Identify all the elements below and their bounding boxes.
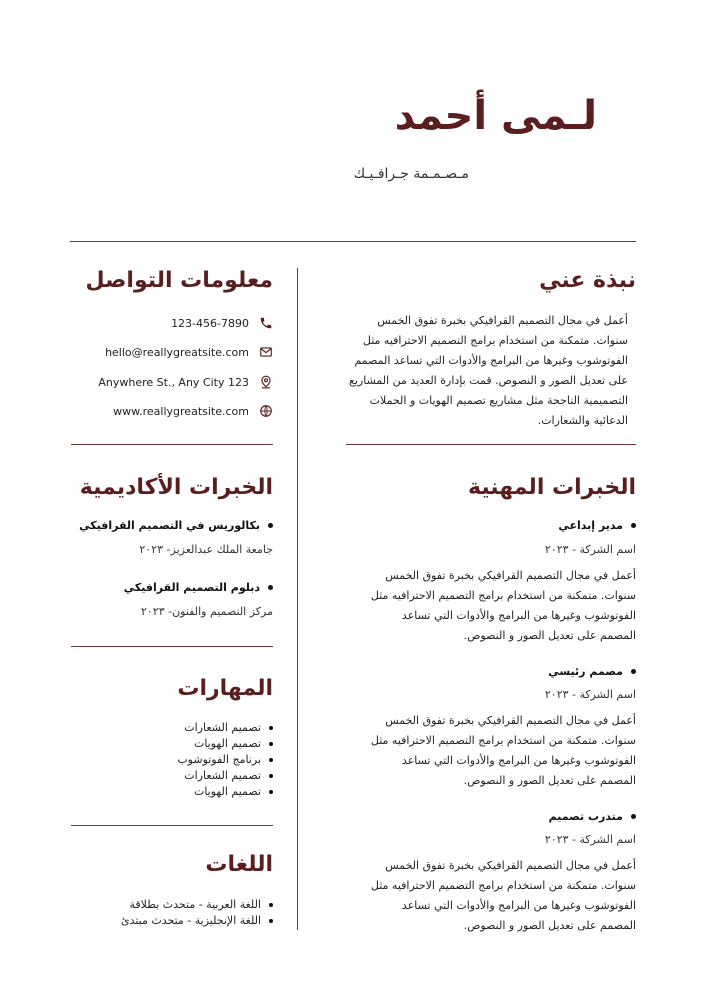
- list-item: برنامج الفوتوشوب: [177, 752, 273, 768]
- bullet-icon: [631, 814, 636, 819]
- contact-website: [113, 404, 273, 418]
- job-company: اسم الشركة - ٢٠٢٣: [544, 688, 636, 701]
- education-degree: دبلوم التصميم القرافيكي: [124, 581, 273, 594]
- contact-phone: [171, 316, 273, 330]
- column-divider: [297, 268, 298, 930]
- education-divider: [71, 646, 273, 647]
- contact-website-text[interactable]: www.reallygreatsite.com: [113, 404, 249, 418]
- education-institution: مركز التصميم والفنون- ٢٠٢٣: [141, 605, 273, 618]
- job-company: اسم الشركة - ٢٠٢٣: [544, 543, 636, 556]
- bullet-icon: [631, 669, 636, 674]
- bullet-icon: [269, 774, 273, 778]
- bullet-icon: [269, 726, 273, 730]
- contact-title: معلومات التواصل: [85, 268, 273, 293]
- list-item: تصميم الشعارات: [177, 768, 273, 784]
- list-item: اللغة العربية - متحدث بطلاقة: [121, 897, 273, 913]
- bullet-icon: [268, 585, 273, 590]
- header-divider: [70, 241, 636, 242]
- education-degree: بكالوريس في التصميم القرافيكي: [79, 519, 273, 532]
- phone-icon: [259, 316, 273, 330]
- resume-name: لـمى أحمد: [394, 93, 597, 139]
- job-company: اسم الشركة - ٢٠٢٣: [544, 833, 636, 846]
- location-icon: [259, 375, 273, 389]
- email-icon: [259, 345, 273, 359]
- list-item: تصميم الهويات: [177, 736, 273, 752]
- bullet-icon: [269, 903, 273, 907]
- job-title: مدير إبداعي: [558, 519, 636, 532]
- bullet-icon: [269, 742, 273, 746]
- skills-list: [177, 720, 273, 800]
- education-title: الخبرات الأكاديمية: [79, 475, 273, 500]
- contact-phone-text[interactable]: 123-456-7890: [171, 316, 249, 330]
- education-institution: جامعة الملك عبدالعزيز- ٢٠٢٣: [139, 543, 273, 556]
- bullet-icon: [269, 758, 273, 762]
- job-description: أعمل في مجال التصميم القرافيكي بخبرة تفوق الخمس سنوات. متمكنة من استخدام برامج التصميم الاحترافيه مثل الفوتوشوب وغيرها من البرامج والأدوات التي تساعد المصمم على تعديل الصور و النصوص.: [370, 569, 636, 642]
- job-description: أعمل في مجال التصميم القرافيكي بخبرة تفوق الخمس سنوات. متمكنة من استخدام برامج التصميم الاحترافيه مثل الفوتوشوب وغيرها من البرامج والأدوات التي تساعد المصمم على تعديل الصور و النصوص.: [370, 714, 636, 787]
- job-description: أعمل في مجال التصميم القرافيكي بخبرة تفوق الخمس سنوات. متمكنة من استخدام برامج التصميم الاحترافيه مثل الفوتوشوب وغيرها من البرامج والأدوات التي تساعد المصمم على تعديل الصور و النصوص.: [370, 859, 636, 932]
- list-item: تصميم الشعارات: [177, 720, 273, 736]
- contact-divider: [71, 444, 273, 445]
- contact-address-text: Anywhere St., Any City 123: [98, 375, 249, 389]
- job-title: متدرب تصميم: [549, 810, 636, 823]
- globe-icon: [259, 404, 273, 418]
- about-text: أعمل في مجال التصميم القرافيكي بخبرة تفوق الخمس سنوات. متمكنة من استخدام برامج التصميم الاحترافيه مثل الفوتوشوب وغيرها من البرامج والأدوات التي تساعد المصمم على تعديل الصور و النصوص. قمت بإدارة العديد من المشاريع التصميمية الناجحة مثل مشاريع تصميم الهويات و الحملات الدعائية والشعارات.: [349, 314, 628, 427]
- list-item: تصميم الهويات: [177, 784, 273, 800]
- list-item: اللغة الإنجليزية - متحدث مبتدئ: [121, 913, 273, 929]
- job-title: مصمم رئيسي: [548, 665, 636, 678]
- contact-email: [105, 345, 273, 359]
- bullet-icon: [631, 523, 636, 528]
- skills-divider: [71, 825, 273, 826]
- experience-title: الخبرات المهنية: [467, 475, 636, 500]
- bullet-icon: [269, 919, 273, 923]
- bullet-icon: [269, 790, 273, 794]
- languages-title: اللغات: [205, 852, 273, 877]
- about-divider: [346, 444, 636, 445]
- skills-title: المهارات: [177, 676, 273, 701]
- contact-address: [98, 375, 273, 389]
- languages-list: [121, 897, 273, 929]
- bullet-icon: [268, 523, 273, 528]
- contact-email-text[interactable]: hello@reallygreatsite.com: [105, 345, 249, 359]
- about-title: نبذة عني: [539, 268, 636, 293]
- resume-role: مـصـمـمة جـرافـيـك: [353, 166, 469, 182]
